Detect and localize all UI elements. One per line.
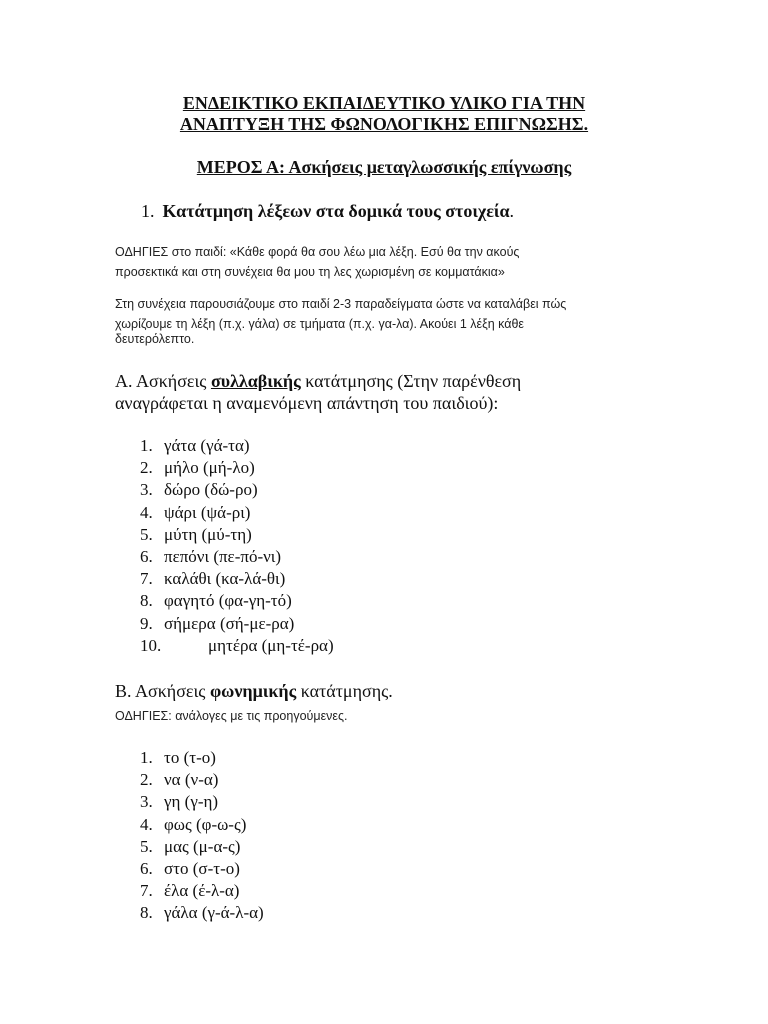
- list-item: 6. στο (σ-τ-ο): [140, 858, 240, 878]
- list-item: 5. μύτη (μύ-τη): [140, 524, 252, 544]
- subsection-a-prefix: Α. Ασκήσεις: [115, 371, 211, 391]
- list-item: 7. καλάθι (κα-λά-θι): [140, 569, 286, 589]
- section-1-heading-text: Κατάτμηση λέξεων στα δομικά τους στοιχεία: [162, 201, 510, 221]
- subsection-b-emphasis: φωνημικής: [209, 681, 297, 701]
- list-item: 3. δώρο (δώ-ρο): [140, 480, 258, 500]
- list-item: 1. το (τ-ο): [140, 748, 216, 767]
- subsection-a-emphasis: συλλαβικής: [210, 371, 301, 391]
- list-item: 1. γάτα (γά-τα): [140, 436, 250, 455]
- list-item: 8. γάλα (γ-ά-λ-α): [140, 903, 264, 923]
- subsection-a-heading: [115, 370, 521, 392]
- section-1-heading: [141, 199, 514, 223]
- list-item: 3. γη (γ-η): [140, 792, 219, 812]
- syllabic-word-list: [140, 435, 334, 657]
- part-title: ΜΕΡΟΣ Α: Ασκήσεις μεταγλωσσικής επίγνωσης: [196, 157, 572, 177]
- list-item: 8. φαγητό (φα-γη-τό): [140, 591, 292, 611]
- presentation-line2: χωρίζουμε τη λέξη (π.χ. γάλα) σε τμήματα (π.χ. γα-λα). Ακούει 1 λέξη κάθε: [115, 317, 524, 331]
- list-item: 4. φως (φ-ω-ς): [140, 814, 247, 834]
- presentation-line1: Στη συνέχεια παρουσιάζουμε στο παιδί 2-3 παραδείγματα ώστε να καταλάβει πώς: [115, 297, 567, 311]
- list-item: 4. ψάρι (ψά-ρι): [140, 502, 251, 522]
- list-item: 10. μητέρα (μη-τέ-ρα): [140, 635, 334, 655]
- presentation-line3: δευτερόλεπτο.: [115, 332, 195, 346]
- subsection-b-heading: [115, 680, 393, 702]
- subsection-b-instructions: ΟΔΗΓΙΕΣ: ανάλογες με τις προηγούμενες.: [115, 709, 348, 723]
- document-title-line2: ΑΝΑΠΤΥΞΗ ΤΗΣ ΦΩΝΟΛΟΓΙΚΗΣ ΕΠΙΓΝΩΣΗΣ.: [179, 114, 589, 134]
- subsection-a-heading-line2: αναγράφεται η αναμενόμενη απάντηση του παιδιού):: [115, 393, 499, 413]
- instructions-line2: προσεκτικά και στη συνέχεια θα μου τη λες χωρισμένη σε κομματάκια»: [115, 265, 505, 279]
- document-title-line1: ΕΝΔΕΙΚΤΙΚΟ ΕΚΠΑΙΔΕΥΤΙΚΟ ΥΛΙΚΟ ΓΙΑ ΤΗΝ: [182, 93, 586, 113]
- list-item: 7. έλα (έ-λ-α): [140, 881, 240, 901]
- list-item: 9. σήμερα (σή-με-ρα): [140, 613, 295, 633]
- subsection-a-suffix: κατάτμησης (Στην παρένθεση: [300, 371, 522, 391]
- subsection-b-prefix: Β. Ασκήσεις: [115, 681, 210, 701]
- section-1-number: 1.: [141, 201, 155, 221]
- section-1-heading-end: .: [509, 201, 515, 221]
- list-item: 2. μήλο (μή-λο): [140, 458, 255, 478]
- list-item: 2. να (ν-α): [140, 770, 219, 790]
- instructions-line1: ΟΔΗΓΙΕΣ στο παιδί: «Κάθε φορά θα σου λέω μια λέξη. Εσύ θα την ακούς: [115, 245, 520, 259]
- subsection-b-suffix: κατάτμησης.: [296, 681, 393, 701]
- list-item: 6. πεπόνι (πε-πό-νι): [140, 546, 282, 566]
- list-item: 5. μας (μ-α-ς): [140, 836, 241, 856]
- phonemic-word-list: [140, 747, 264, 925]
